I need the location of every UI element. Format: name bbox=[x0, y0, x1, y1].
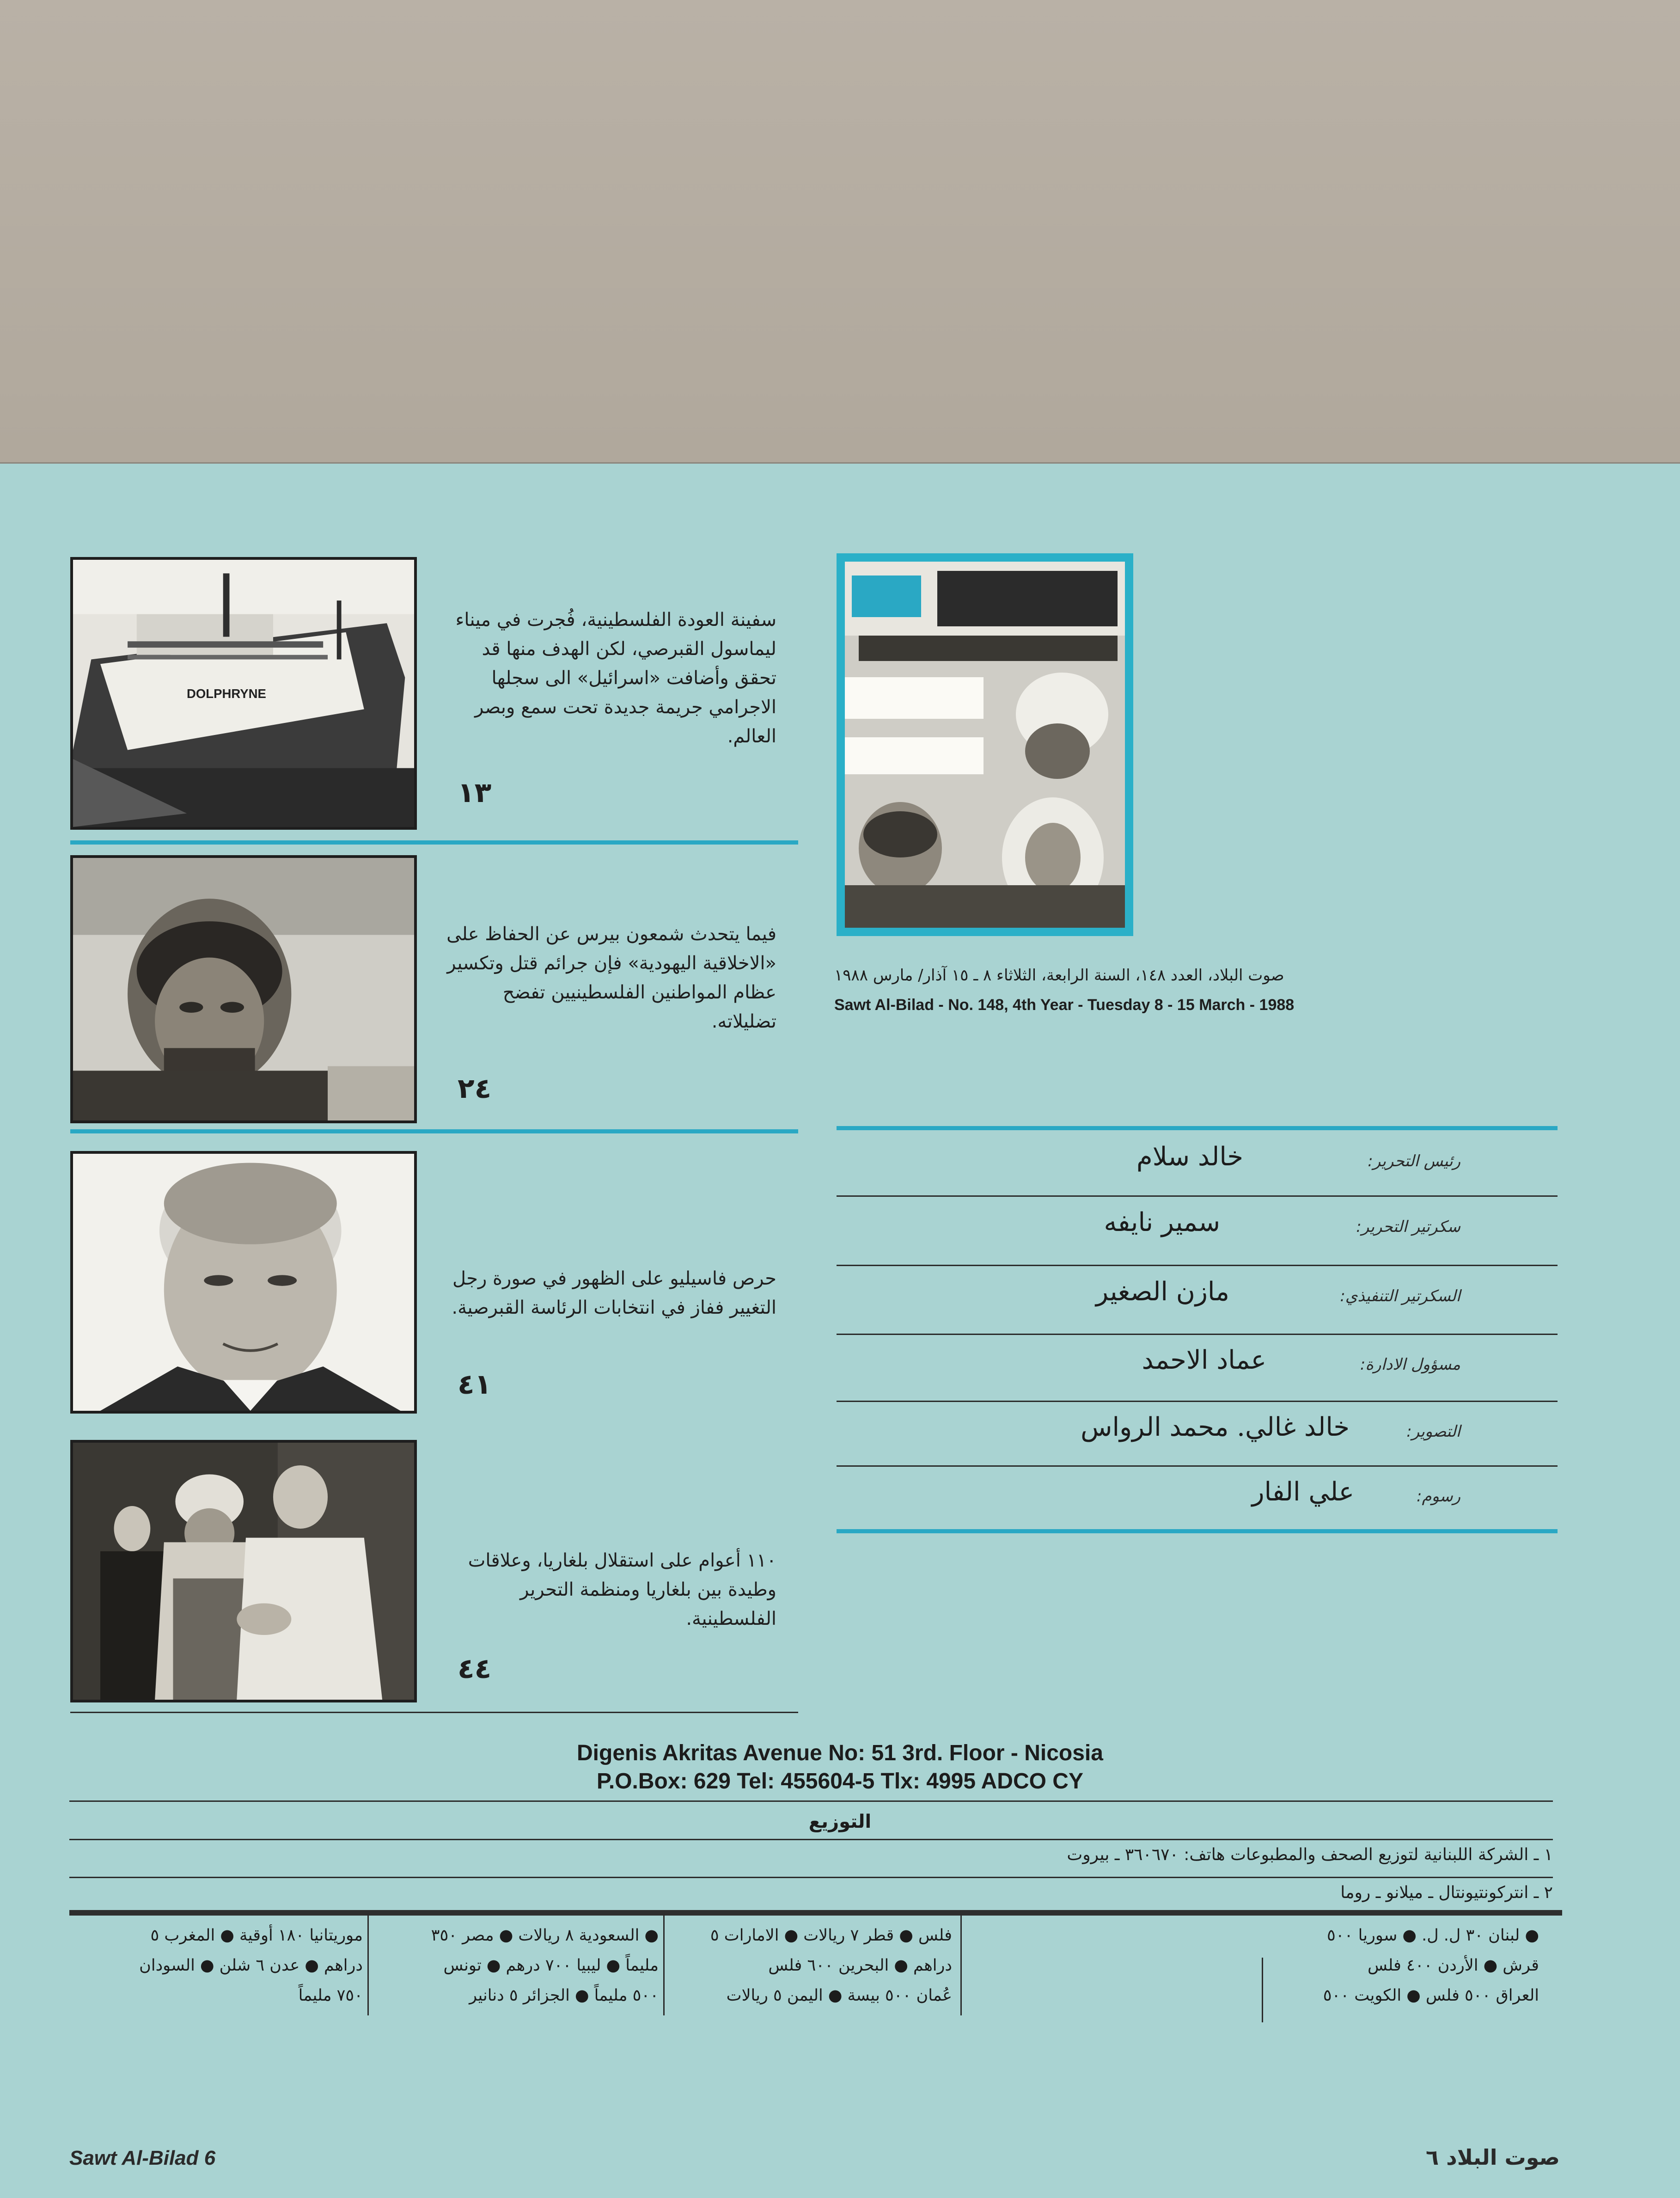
staff-name: سمير نايفه bbox=[1104, 1207, 1220, 1237]
address-rule bbox=[69, 1800, 1553, 1802]
price-line: قرش ● الأردن ٤٠٠ فلس bbox=[1367, 1956, 1539, 1975]
distribution-rule bbox=[69, 1839, 1553, 1840]
article-divider bbox=[70, 1712, 798, 1713]
issue-info-english: Sawt Al-Bilad - No. 148, 4th Year - Tuesday 8 - 15 March - 1988 bbox=[834, 996, 1295, 1014]
distributor-1: ١ ـ الشركة اللبنانية لتوزيع الصحف والمطبوعات هاتف: ٣٦٠٦٧٠ ـ بيروت bbox=[1067, 1845, 1553, 1864]
price-line: دراهم ● البحرين ٦٠٠ فلس bbox=[768, 1956, 952, 1975]
page-footer-arabic: صوت البلاد ٦ bbox=[1426, 2145, 1560, 2170]
wounded-man-photo bbox=[70, 855, 417, 1123]
distribution-heading: التوزيع bbox=[808, 1811, 872, 1832]
price-column-2 bbox=[666, 1921, 952, 2011]
price-line: دراهم ● عدن ٦ شلن ● السودان bbox=[139, 1956, 363, 1975]
page-footer-english: Sawt Al-Bilad 6 bbox=[69, 2147, 216, 2169]
staff-divider bbox=[837, 1265, 1558, 1266]
price-separator bbox=[367, 1914, 369, 2015]
issue-cover-image bbox=[837, 553, 1133, 936]
staff-role: التصوير: bbox=[1406, 1422, 1460, 1441]
price-line: ● لبنان ٣٠ ل. ل. ● سوريا ٥٠٠ bbox=[1327, 1926, 1539, 1945]
price-line: مليماً ● ليبيا ٧٠٠ درهم ● تونس bbox=[443, 1956, 659, 1975]
svg-text:DOLPHRYNE: DOLPHRYNE bbox=[187, 686, 266, 701]
address-line-2: P.O.Box: 629 Tel: 455604-5 Tlx: 4995 ADCO CY bbox=[597, 1769, 1083, 1794]
staff-name: علي الفار bbox=[1252, 1477, 1354, 1507]
staff-name: عماد الاحمد bbox=[1142, 1345, 1266, 1375]
staff-role: سكرتير التحرير: bbox=[1356, 1218, 1460, 1236]
price-separator bbox=[663, 1914, 665, 2015]
issue-info-arabic: صوت البلاد، العدد ١٤٨، السنة الرابعة، الثلاثاء ٨ ـ ١٥ آذار/ مارس ١٩٨٨ bbox=[834, 966, 1284, 985]
article-ship-blurb: سفينة العودة الفلسطينية، فُجرت في ميناء ليماسول القبرصي، لكن الهدف منها قد تحقق وأضافت «اسرائيل» الى سجلها الاجرامي جريمة جديدة تحت سمع وبصر العالم. bbox=[455, 609, 776, 747]
article-divider bbox=[70, 840, 798, 845]
distribution-thick-rule bbox=[69, 1910, 1562, 1916]
staff-divider bbox=[837, 1334, 1558, 1335]
masthead-top-rule bbox=[837, 1126, 1558, 1130]
staff-row-illustrations bbox=[837, 1477, 1460, 1525]
staff-row-editor-in-chief bbox=[837, 1142, 1460, 1190]
price-column-1 bbox=[1252, 1921, 1539, 2011]
price-line: فلس ● قطر ٧ ريالات ● الامارات ٥ bbox=[710, 1926, 952, 1945]
price-line: ٥٠٠ مليماً ● الجزائر ٥ دنانير bbox=[469, 1986, 659, 2005]
price-line: ٧٥٠ مليماً bbox=[298, 1986, 363, 2005]
price-column-3 bbox=[372, 1921, 659, 2011]
staff-divider bbox=[837, 1401, 1558, 1402]
staff-row-executive-secretary bbox=[837, 1277, 1460, 1325]
article-divider bbox=[70, 1129, 798, 1133]
staff-name: خالد غالي. محمد الرواس bbox=[1081, 1412, 1350, 1442]
price-line: العراق ٥٠٠ فلس ● الكويت ٥٠٠ bbox=[1323, 1986, 1539, 2005]
address-line-1: Digenis Akritas Avenue No: 51 3rd. Floor - Nicosia bbox=[577, 1741, 1103, 1765]
staff-name: مازن الصغير bbox=[1095, 1277, 1229, 1307]
staff-name: خالد سلام bbox=[1136, 1142, 1243, 1172]
staff-divider bbox=[837, 1195, 1558, 1197]
price-line: ● السعودية ٨ ريالات ● مصر ٣٥٠ bbox=[431, 1926, 659, 1945]
staff-role: السكرتير التنفيذي: bbox=[1340, 1287, 1460, 1305]
article-peres-page-number[interactable]: ٢٤ bbox=[458, 1072, 492, 1105]
article-vassiliou-page-number[interactable]: ٤١ bbox=[458, 1368, 492, 1401]
price-column-4 bbox=[76, 1921, 363, 2011]
arafat-handshake-photo bbox=[70, 1440, 417, 1702]
staff-row-photography bbox=[837, 1412, 1460, 1461]
price-separator bbox=[960, 1914, 962, 2015]
staff-row-administration bbox=[837, 1345, 1460, 1394]
staff-role: مسؤول الادارة: bbox=[1360, 1355, 1460, 1374]
article-bulgaria-blurb: ١١٠ أعوام على استقلال بلغاريا، وعلاقات وطيدة بين بلغاريا ومنظمة التحرير الفلسطينية. bbox=[468, 1550, 776, 1629]
vassiliou-portrait-photo bbox=[70, 1151, 417, 1414]
distribution-rule bbox=[69, 1877, 1553, 1878]
article-peres-blurb: فيما يتحدث شمعون بيرس عن الحفاظ على «الاخلاقية اليهودية» فإن جرائم قتل وتكسير عظام المواطنين الفلسطينيين تفضح تضليلاته. bbox=[446, 924, 776, 1032]
staff-role: رسوم: bbox=[1417, 1487, 1460, 1506]
staff-row-editorial-secretary bbox=[837, 1207, 1460, 1256]
ship-photo bbox=[70, 557, 417, 830]
beige-flap bbox=[0, 0, 1680, 462]
price-separator bbox=[1262, 1958, 1263, 2022]
price-line: موريتانيا ١٨٠ أوقية ● المغرب ٥ bbox=[150, 1926, 363, 1945]
article-vassiliou-blurb: حرص فاسيليو على الظهور في صورة رجل التغيير ففاز في انتخابات الرئاسة القبرصية. bbox=[452, 1268, 776, 1318]
article-bulgaria-page-number[interactable]: ٤٤ bbox=[458, 1653, 492, 1685]
staff-role: رئيس التحرير: bbox=[1368, 1152, 1460, 1170]
masthead-bottom-rule bbox=[837, 1529, 1558, 1533]
article-ship-page-number[interactable]: ١٣ bbox=[458, 777, 492, 809]
distributor-2: ٢ ـ انتركونتيونتال ـ ميلانو ـ روما bbox=[1340, 1883, 1553, 1902]
price-line: عُمان ٥٠٠ بيسة ● اليمن ٥ ريالات bbox=[726, 1986, 952, 2005]
staff-divider bbox=[837, 1465, 1558, 1467]
